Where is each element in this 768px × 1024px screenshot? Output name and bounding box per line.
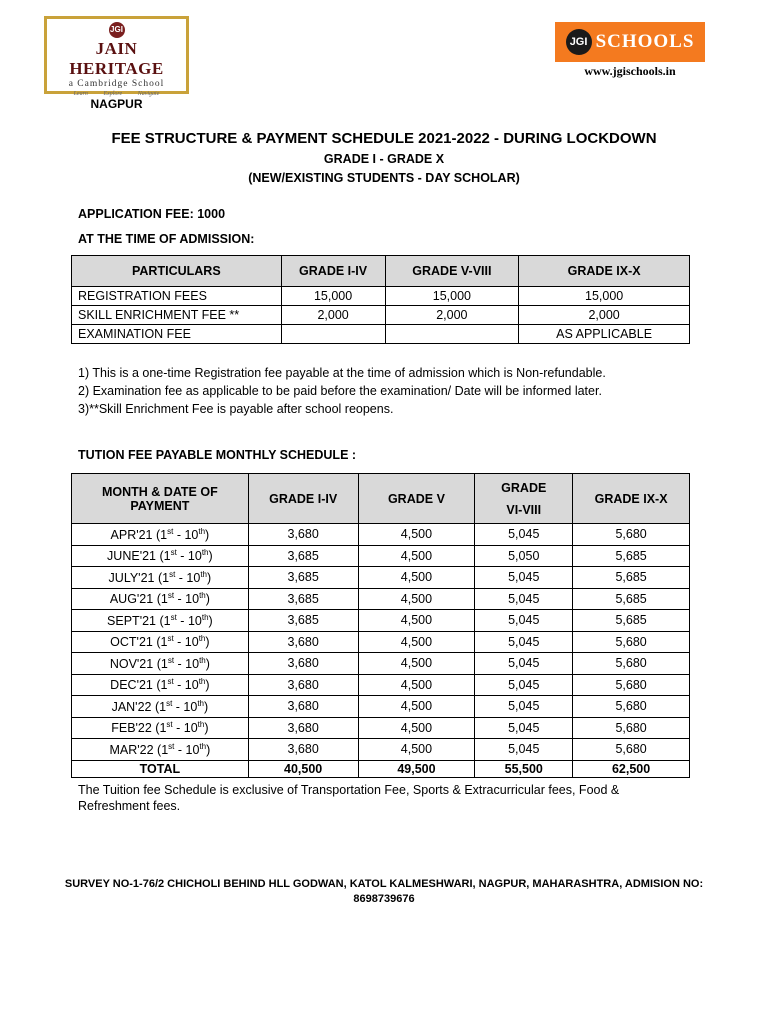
- note-line: 1) This is a one-time Registration fee payable at the time of admission which is Non-refundable.: [78, 366, 606, 380]
- month-cell: NOV'21 (1st - 10th): [72, 653, 249, 675]
- school-name: JAIN HERITAGE: [69, 39, 164, 78]
- column-header: GRADE I-IV: [248, 474, 358, 524]
- tuition-fee-table: [71, 473, 690, 778]
- school-address: SURVEY NO-1-76/2 CHICHOLI BEHIND HLL GODWAN, KATOL KALMESHWARI, NAGPUR, MAHARASHTRA, ADMISION NO: 8698739676: [64, 878, 704, 905]
- application-fee: APPLICATION FEE: 1000: [78, 207, 226, 221]
- month-cell: JULY'21 (1st - 10th): [72, 567, 249, 589]
- column-header-line: GRADE: [501, 480, 547, 495]
- note-line: 3)**Skill Enrichment Fee is payable after school reopens.: [78, 402, 394, 416]
- school-subtitle: a Cambridge School: [68, 79, 165, 89]
- fee-cell: 3,680: [248, 631, 358, 653]
- fee-cell: 5,045: [475, 674, 573, 696]
- month-cell: JUNE'21 (1st - 10th): [72, 545, 249, 567]
- fee-cell: 5,680: [573, 631, 690, 653]
- fee-cell: 3,685: [248, 610, 358, 632]
- fee-cell: 2,000: [281, 306, 385, 325]
- fee-cell: 2,000: [519, 306, 690, 325]
- fee-cell: 15,000: [281, 287, 385, 306]
- note-line: 2) Examination fee as applicable to be paid before the examination/ Date will be informed later.: [78, 384, 602, 398]
- school-city: NAGPUR: [90, 97, 143, 111]
- total-row: [72, 760, 690, 777]
- particular-cell: EXAMINATION FEE: [72, 325, 282, 344]
- fee-cell: 3,685: [248, 545, 358, 567]
- exclusion-note: The Tuition fee Schedule is exclusive of Transportation Fee, Sports & Extracurricular fees, Food & Refreshment fees.: [78, 783, 620, 813]
- month-cell: AUG'21 (1st - 10th): [72, 588, 249, 610]
- fee-cell: 3,680: [248, 696, 358, 718]
- month-cell: OCT'21 (1st - 10th): [72, 631, 249, 653]
- fee-cell: 5,680: [573, 739, 690, 761]
- school-logo: [44, 16, 189, 97]
- fee-cell: 5,685: [573, 545, 690, 567]
- month-cell: FEB'22 (1st - 10th): [72, 717, 249, 739]
- fee-cell: 4,500: [358, 524, 475, 546]
- fee-cell: 5,680: [573, 653, 690, 675]
- admission-label: AT THE TIME OF ADMISSION:: [78, 232, 255, 246]
- fee-cell: 4,500: [358, 631, 475, 653]
- column-header: GRADE V-VIII: [385, 256, 519, 287]
- fee-cell: 5,680: [573, 717, 690, 739]
- table-row: [72, 739, 690, 761]
- column-header: GRADE IX-X: [519, 256, 690, 287]
- fee-cell: [281, 325, 385, 344]
- fee-cell: 4,500: [358, 653, 475, 675]
- table-header-row: [72, 474, 690, 524]
- fee-cell: 5,685: [573, 567, 690, 589]
- tagline-word: Learn: [73, 91, 88, 97]
- fee-cell: 3,685: [248, 588, 358, 610]
- admission-fee-table: [71, 255, 690, 344]
- total-cell: 49,500: [358, 760, 475, 777]
- fee-cell: 4,500: [358, 610, 475, 632]
- table-row: [72, 717, 690, 739]
- fee-cell: 3,685: [248, 567, 358, 589]
- fee-cell: 2,000: [385, 306, 519, 325]
- table-row: [72, 524, 690, 546]
- fee-cell: AS APPLICABLE: [519, 325, 690, 344]
- particular-cell: REGISTRATION FEES: [72, 287, 282, 306]
- fee-cell: 4,500: [358, 567, 475, 589]
- fee-cell: 5,045: [475, 524, 573, 546]
- fee-cell: 5,045: [475, 739, 573, 761]
- column-header: [475, 474, 573, 524]
- table-row: [72, 610, 690, 632]
- website-link[interactable]: www.jgischools.in: [584, 64, 676, 78]
- fee-cell: 3,680: [248, 524, 358, 546]
- fee-cell: 4,500: [358, 717, 475, 739]
- fee-cell: 5,045: [475, 696, 573, 718]
- jgi-emblem-icon: JGI: [109, 22, 125, 38]
- page-title: FEE STRUCTURE & PAYMENT SCHEDULE 2021-2022 - DURING LOCKDOWN: [111, 130, 657, 147]
- fee-cell: 5,680: [573, 524, 690, 546]
- table-row: [72, 287, 690, 306]
- fee-cell: 5,045: [475, 588, 573, 610]
- month-cell: JAN'22 (1st - 10th): [72, 696, 249, 718]
- column-header: GRADE I-IV: [281, 256, 385, 287]
- fee-cell: 4,500: [358, 696, 475, 718]
- table-row: [72, 674, 690, 696]
- students-subtitle: (NEW/EXISTING STUDENTS - DAY SCHOLAR): [248, 171, 520, 185]
- column-header: MONTH & DATE OF PAYMENT: [72, 474, 249, 524]
- fee-cell: 3,680: [248, 717, 358, 739]
- fee-cell: 15,000: [385, 287, 519, 306]
- fee-cell: 3,680: [248, 674, 358, 696]
- group-logo: [555, 22, 705, 62]
- fee-cell: 5,045: [475, 567, 573, 589]
- table-row: [72, 567, 690, 589]
- table-row: [72, 696, 690, 718]
- fee-cell: 5,685: [573, 588, 690, 610]
- fee-cell: 3,680: [248, 653, 358, 675]
- table-row: [72, 325, 690, 344]
- fee-cell: 4,500: [358, 545, 475, 567]
- fee-cell: 5,680: [573, 674, 690, 696]
- column-header: GRADE V: [358, 474, 475, 524]
- total-cell: 55,500: [475, 760, 573, 777]
- table-row: [72, 653, 690, 675]
- fee-cell: 3,680: [248, 739, 358, 761]
- table-row: [72, 545, 690, 567]
- fee-cell: 5,045: [475, 653, 573, 675]
- fee-cell: 4,500: [358, 588, 475, 610]
- month-cell: SEPT'21 (1st - 10th): [72, 610, 249, 632]
- month-cell: DEC'21 (1st - 10th): [72, 674, 249, 696]
- fee-cell: 4,500: [358, 674, 475, 696]
- fee-cell: 5,045: [475, 610, 573, 632]
- jgi-badge-icon: JGI: [566, 29, 592, 55]
- grades-subtitle: GRADE I - GRADE X: [323, 152, 445, 166]
- table-row: [72, 588, 690, 610]
- column-header-line: VI-VIII: [506, 502, 542, 517]
- fee-cell: 15,000: [519, 287, 690, 306]
- fee-cell: 5,685: [573, 610, 690, 632]
- total-label: TOTAL: [72, 760, 249, 777]
- table-row: [72, 306, 690, 325]
- tuition-label: TUTION FEE PAYABLE MONTHLY SCHEDULE :: [78, 448, 357, 462]
- group-name: SCHOOLS: [595, 31, 695, 52]
- fee-cell: 5,680: [573, 696, 690, 718]
- admission-notes: [78, 364, 606, 418]
- fee-cell: 5,050: [475, 545, 573, 567]
- column-header: PARTICULARS: [72, 256, 282, 287]
- fee-cell: 4,500: [358, 739, 475, 761]
- table-header-row: [72, 256, 690, 287]
- tagline-word: Navigate: [137, 91, 160, 97]
- total-cell: 40,500: [248, 760, 358, 777]
- total-cell: 62,500: [573, 760, 690, 777]
- column-header: GRADE IX-X: [573, 474, 690, 524]
- tagline-word: Explore: [103, 91, 123, 97]
- fee-cell: 5,045: [475, 631, 573, 653]
- fee-cell: 5,045: [475, 717, 573, 739]
- fee-cell: [385, 325, 519, 344]
- particular-cell: SKILL ENRICHMENT FEE **: [72, 306, 282, 325]
- table-row: [72, 631, 690, 653]
- month-cell: APR'21 (1st - 10th): [72, 524, 249, 546]
- month-cell: MAR'22 (1st - 10th): [72, 739, 249, 761]
